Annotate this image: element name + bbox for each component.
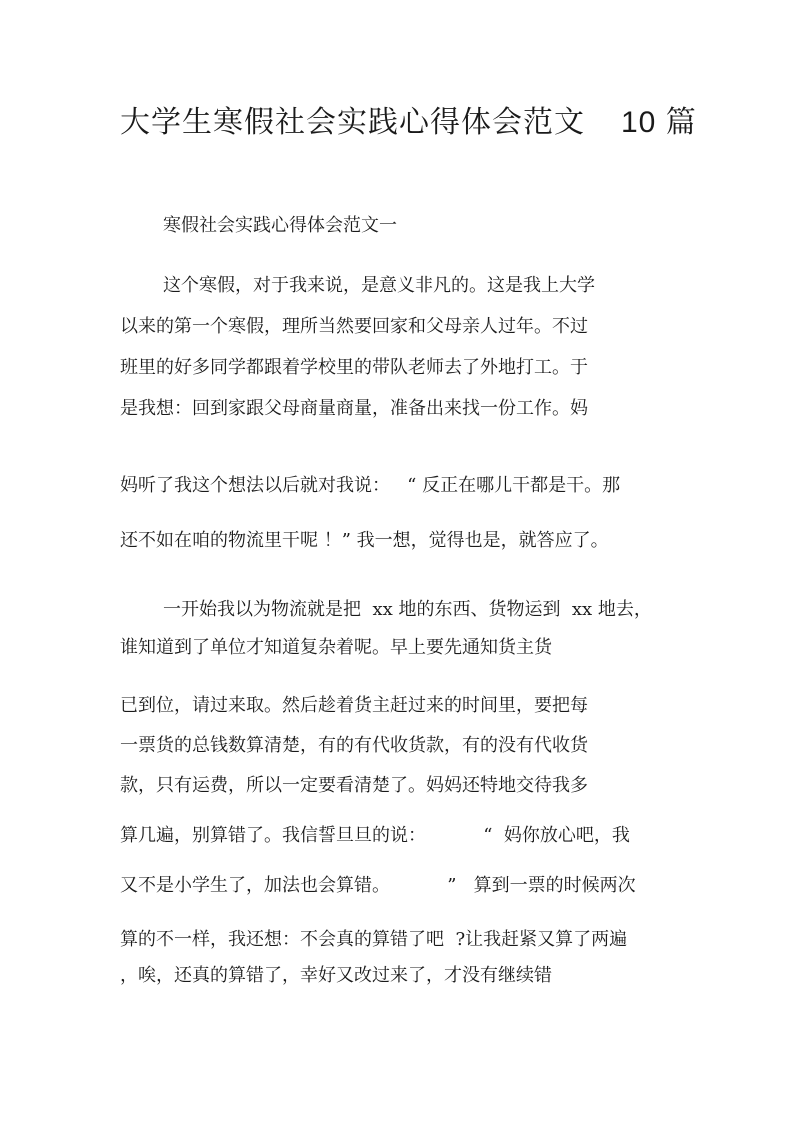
body-line: 谁知道到了单位才知道复杂着呢。早上要先通知货主货 (120, 637, 552, 658)
body-line: 算的不一样，我还想：不会真的算错了吧 ?让我赶紧又算了两遍 (120, 929, 628, 950)
title-text: 大学生寒假社会实践心得体会范文 (120, 105, 585, 140)
title-count: 10 篇 (621, 106, 697, 139)
body-line: 一票货的总钱数算清楚，有的有代收货款，有的没有代收货 (120, 735, 588, 756)
body-line: 以来的第一个寒假，理所当然要回家和父母亲人过年。不过 (120, 316, 588, 337)
body-line: 一开始我以为物流就是把 xx 地的东西、货物运到 xx 地去， (163, 599, 652, 620)
body-line: ，唉，还真的算错了，幸好又改过来了，才没有继续错 (120, 965, 552, 986)
body-line: 是我想：回到家跟父母商量商量，准备出来找一份工作。妈 (120, 398, 588, 419)
body-line: 已到位，请过来取。然后趁着货主赶过来的时间里，要把每 (120, 695, 588, 716)
section-heading: 寒假社会实践心得体会范文一 (163, 215, 397, 236)
body-line: 妈听了我这个想法以后就对我说： “ 反正在哪儿干都是干。那 (120, 475, 621, 496)
body-line: 款，只有运费，所以一定要看清楚了。妈妈还特地交待我多 (120, 775, 588, 796)
body-line: 又不是小学生了，加法也会算错。 ” 算到一票的时候两次 (120, 875, 636, 896)
body-line: 这个寒假，对于我来说，是意义非凡的。这是我上大学 (163, 275, 595, 296)
body-line: 班里的好多同学都跟着学校里的带队老师去了外地打工。于 (120, 357, 588, 378)
document-title (120, 103, 697, 143)
body-line: 还不如在咱的物流里干呢 ！” 我一想，觉得也是，就答应了。 (120, 530, 609, 551)
body-line: 算几遍，别算错了。我信誓旦旦的说： “ 妈你放心吧，我 (120, 825, 630, 846)
